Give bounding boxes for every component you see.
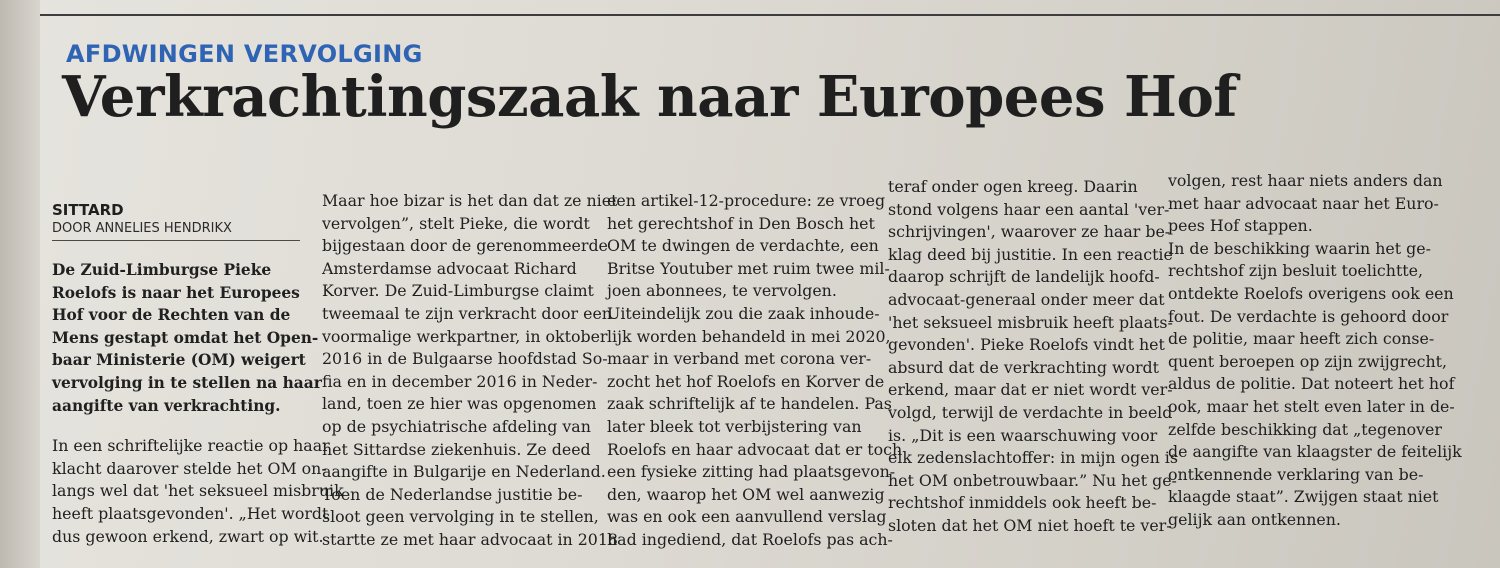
text-line: schrijvingen', waarover ze haar be-	[888, 222, 1171, 242]
text-line: vervolgen”, stelt Pieke, die wordt	[322, 213, 590, 233]
text-line: Korver. De Zuid-Limburgse claimt	[322, 281, 594, 301]
text-line: later bleek tot verbijstering van	[607, 416, 862, 436]
text-line: In de beschikking waarin het ge-	[1168, 238, 1431, 258]
lead-paragraph	[52, 259, 322, 417]
text-line: klaagde staat”. Zwijgen staat niet	[1168, 487, 1439, 507]
text-line: Uiteindelijk zou die zaak inhoude-	[607, 303, 880, 323]
text-line: quent beroepen op zijn zwijgrecht,	[1168, 351, 1448, 371]
text-line: maar in verband met corona ver-	[607, 349, 872, 369]
text-line: advocaat-generaal onder meer dat	[888, 289, 1165, 309]
column-2	[322, 190, 618, 552]
dateline: SITTARD	[52, 201, 124, 219]
text-line: tweemaal te zijn verkracht door een	[322, 303, 612, 323]
text-line: de aangifte van klaagster de feitelijk	[1168, 442, 1462, 462]
text-line: Hof voor de Rechten van de	[52, 306, 291, 325]
text-line: zaak schriftelijk af te handelen. Pas	[607, 394, 892, 414]
text-line: het OM onbetrouwbaar.” Nu het ge-	[888, 470, 1177, 490]
top-rule	[40, 14, 1500, 16]
text-line: erkend, maar dat er niet wordt ver-	[888, 380, 1173, 400]
text-line: de politie, maar heeft zich conse-	[1168, 329, 1435, 349]
text-line: De Zuid-Limburgse Pieke	[52, 261, 272, 279]
text-line: den, waarop het OM wel aanwezig	[607, 484, 885, 504]
text-line: In een schriftelijke reactie op haar	[52, 436, 330, 456]
text-line: gevonden'. Pieke Roelofs vindt het	[888, 335, 1165, 355]
text-line: voormalige werkpartner, in oktober	[322, 326, 608, 346]
text-line: ook, maar het stelt even later in de-	[1168, 396, 1455, 416]
text-line: lijk worden behandeld in mei 2020,	[607, 326, 891, 346]
text-line: Britse Youtuber met ruim twee mil-	[607, 258, 890, 278]
text-line: stond volgens haar een aantal 'ver-	[888, 199, 1170, 219]
text-line: het gerechtshof in Den Bosch het	[607, 213, 875, 233]
text-line: fout. De verdachte is gehoord door	[1168, 306, 1449, 326]
column-1	[52, 200, 344, 548]
text-line: Amsterdamse advocaat Richard	[322, 258, 577, 278]
text-line: was en ook een aanvullend verslag	[607, 507, 887, 527]
text-line: aldus de politie. Dat noteert het hof	[1168, 374, 1455, 394]
text-line: rechtshof inmiddels ook heeft be-	[888, 493, 1157, 513]
column-5	[1168, 170, 1462, 532]
text-line: aangifte van verkrachting.	[52, 396, 281, 415]
text-line: gelijk aan ontkennen.	[1168, 509, 1341, 529]
text-line: klag deed bij justitie. In een reactie	[888, 244, 1173, 264]
text-line: 2016 in de Bulgaarse hoofdstad So-	[322, 349, 608, 369]
text-line: sloten dat het OM niet hoeft te ver-	[888, 515, 1172, 535]
text-line: vervolging in te stellen na haar	[52, 373, 322, 392]
text-line: daarop schrijft de landelijk hoofd-	[888, 267, 1160, 287]
text-line: het Sittardse ziekenhuis. Ze deed	[322, 439, 591, 459]
text-line: absurd dat de verkrachting wordt	[888, 357, 1160, 377]
text-line: elk zedenslachtoffer: in mijn ogen is	[888, 448, 1178, 468]
text-line: ontkennende verklaring van be-	[1168, 464, 1424, 484]
text-line: Roelofs en haar advocaat dat er toch	[607, 439, 903, 459]
text-line: heeft plaatsgevonden'. „Het wordt	[52, 503, 329, 523]
text-line: met haar advocaat naar het Euro-	[1168, 193, 1439, 213]
text-line: sloot geen vervolging in te stellen,	[322, 507, 599, 527]
text-line: een artikel-12-procedure: ze vroeg	[607, 191, 886, 210]
kicker: AFDWINGEN VERVOLGING	[66, 40, 423, 68]
text-line: fia en in december 2016 in Neder-	[322, 371, 598, 391]
text-line: aangifte in Bulgarije en Nederland.	[322, 462, 606, 482]
text-line: op de psychiatrische afdeling van	[322, 416, 591, 436]
text-line: zocht het hof Roelofs en Korver de	[607, 371, 885, 391]
text-line: dus gewoon erkend, zwart op wit.	[52, 526, 324, 546]
column-4	[888, 176, 1178, 538]
headline: Verkrachtingszaak naar Europees Hof	[62, 64, 1237, 130]
text-line: baar Ministerie (OM) weigert	[52, 351, 306, 370]
text-line: zelfde beschikking dat „tegenover	[1168, 419, 1442, 439]
text-line: Toen de Nederlandse justitie be-	[322, 484, 583, 504]
text-line: een fysieke zitting had plaatsgevon-	[607, 462, 896, 482]
text-line: klacht daarover stelde het OM on-	[52, 458, 327, 478]
text-line: rechtshof zijn besluit toelichtte,	[1168, 261, 1424, 281]
text-line: langs wel dat 'het seksueel misbruik	[52, 481, 344, 501]
text-line: OM te dwingen de verdachte, een	[607, 236, 879, 256]
text-line: teraf onder ogen kreeg. Daarin	[888, 177, 1138, 196]
body-paragraph	[52, 435, 344, 548]
text-line: land, toen ze hier was opgenomen	[322, 394, 597, 414]
text-line: is. „Dit is een waarschuwing voor	[888, 425, 1158, 445]
text-line: pees Hof stappen.	[1168, 216, 1313, 236]
column-3	[607, 190, 903, 552]
text-line: volgen, rest haar niets anders dan	[1168, 171, 1443, 190]
page-fold	[0, 0, 40, 568]
text-line: Roelofs is naar het Europees	[52, 283, 300, 302]
text-line: had ingediend, dat Roelofs pas ach-	[607, 529, 893, 549]
text-line: ontdekte Roelofs overigens ook een	[1168, 283, 1454, 303]
text-line: startte ze met haar advocaat in 2018	[322, 529, 618, 549]
text-line: Maar hoe bizar is het dan dat ze niet	[322, 191, 618, 210]
text-line: volgd, terwijl de verdachte in beeld	[888, 402, 1173, 422]
text-line: joen abonnees, te vervolgen.	[607, 281, 837, 301]
text-line: 'het seksueel misbruik heeft plaats-	[888, 312, 1173, 332]
text-line: Mens gestapt omdat het Open-	[52, 328, 319, 347]
byline: DOOR ANNELIES HENDRIKX	[52, 220, 300, 241]
text-line: bijgestaan door de gerenommeerde	[322, 236, 608, 256]
